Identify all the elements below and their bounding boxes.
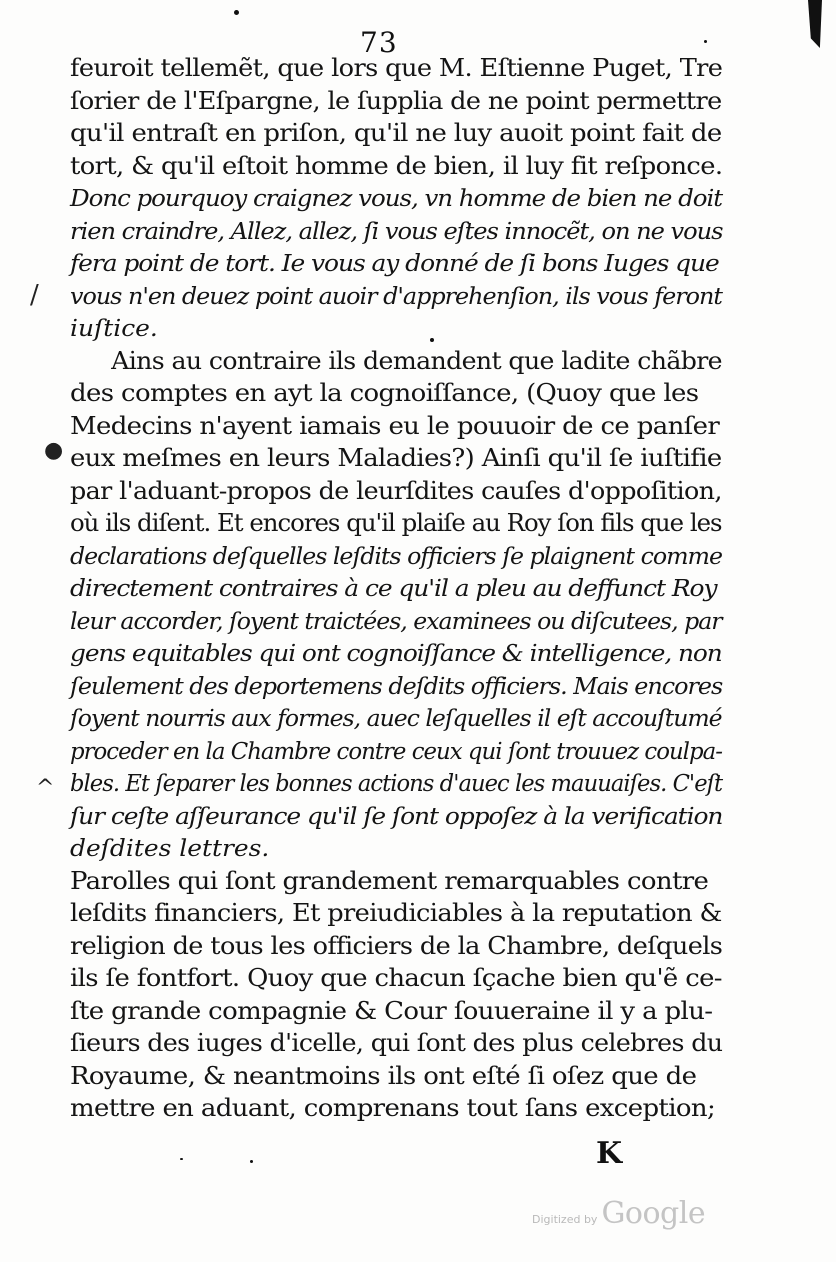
text-line-italic: ſur ceſte aſſeurance qu'il ſe ſont oppoſez à la verification bbox=[70, 801, 723, 830]
text-line-italic: directement contraires à ce qu'il a pleu au deffunct Roy bbox=[70, 574, 717, 602]
watermark-brand: Google bbox=[601, 1196, 706, 1231]
text-line: feuroit tellemẽt, que lors que M. Eſtienne Puget, Tre bbox=[70, 53, 723, 82]
text-line: qu'il entraſt en priſon, qu'il ne luy auoit point fait de bbox=[70, 118, 722, 147]
text-line: eux meſmes en leurs Maladies?) Ainſi qu'il ſe iuſtifie bbox=[70, 443, 722, 472]
text-line-italic: vous n'en deuez point auoir d'apprehenſion, ils vous feront bbox=[70, 281, 722, 310]
margin-caret-mark: ^ bbox=[36, 776, 55, 801]
page-number: 73 bbox=[360, 26, 398, 59]
text-line-italic: ſoyent nourris aux formes, auec leſquelles il eſt accouſtumé bbox=[70, 704, 722, 732]
text-line: Ains au contraire ils demandent que ladite chãbre bbox=[111, 345, 722, 375]
ink-speck bbox=[234, 10, 239, 15]
ink-speck bbox=[180, 1158, 183, 1160]
signature-mark: K bbox=[596, 1136, 623, 1171]
text-line: religion de tous les officiers de la Chambre, deſquels bbox=[70, 930, 723, 960]
text-line-italic: bles. Et ſeparer les bonnes actions d'auec les mauuaiſes. C'eſt bbox=[70, 769, 723, 797]
text-line-italic: leur accorder, ſoyent traictées, examinees ou diſcutees, par bbox=[70, 606, 722, 635]
ink-speck bbox=[704, 40, 707, 43]
text-line-italic: iuſtice. bbox=[70, 314, 158, 342]
text-line: Royaume, & neantmoins ils ont eſté ſi oſez que de bbox=[70, 1060, 697, 1090]
watermark-prefix: Digitized by bbox=[532, 1213, 598, 1226]
text-line: Medecins n'ayent iamais eu le pouuoir de ce panſer bbox=[70, 410, 720, 440]
text-line-italic: ſeulement des deportemens deſdits officiers. Mais encores bbox=[70, 671, 723, 700]
ink-speck bbox=[250, 1160, 253, 1163]
text-line: mettre en aduant, comprenans tout ſans exception; bbox=[70, 1093, 716, 1122]
text-line: leſdits financiers, Et preiudiciables à la reputation & bbox=[70, 898, 722, 927]
text-line: ſte grande compagnie & Cour ſouueraine il y a plu- bbox=[70, 995, 713, 1025]
text-line-italic: proceder en la Chambre contre ceux qui ſont trouuez coulpa- bbox=[70, 736, 722, 765]
text-line: ils ſe fontfort. Quoy que chacun ſçache bien qu'ẽ ce- bbox=[70, 963, 722, 992]
text-line: tort, & qu'il eſtoit homme de bien, il luy fit reſponce. bbox=[70, 150, 723, 180]
text-line: ſorier de l'Eſpargne, le ſupplia de ne point permettre bbox=[70, 85, 722, 115]
text-line-italic: gens equitables qui ont cognoiſſance & intelligence, non bbox=[70, 639, 722, 667]
text-line: par l'aduant-propos de leurſdites cauſes d'oppoſition, bbox=[70, 475, 722, 505]
text-line-italic: deſdites lettres. bbox=[70, 834, 270, 862]
text-line: des comptes en ayt la cognoiſſance, (Quoy que les bbox=[70, 378, 699, 407]
text-line-italic: rien craindre, Allez, allez, ſi vous eſtes innocẽt, on ne vous bbox=[70, 216, 723, 245]
text-line-italic: declarations deſquelles leſdits officiers ſe plaignent comme bbox=[70, 541, 722, 570]
margin-bullet-mark: ● bbox=[44, 438, 64, 463]
digitized-watermark bbox=[532, 1196, 705, 1231]
body-text bbox=[70, 52, 722, 1125]
text-line-mixed: où ils diſent. Et encores qu'il plaiſe au Roy ſon fils que les bbox=[70, 508, 722, 537]
margin-bracket-mark: / bbox=[30, 280, 39, 310]
page-edge-shadow bbox=[808, 0, 822, 48]
text-line-italic: fera point de tort. Ie vous ay donné de ſi bons Iuges que bbox=[70, 249, 719, 277]
text-line: Parolles qui ſont grandement remarquables contre bbox=[70, 865, 709, 895]
text-line-italic: Donc pourquoy craignez vous, vn homme de bien ne doit bbox=[70, 184, 723, 212]
text-line: ſieurs des iuges d'icelle, qui ſont des plus celebres du bbox=[70, 1028, 723, 1057]
